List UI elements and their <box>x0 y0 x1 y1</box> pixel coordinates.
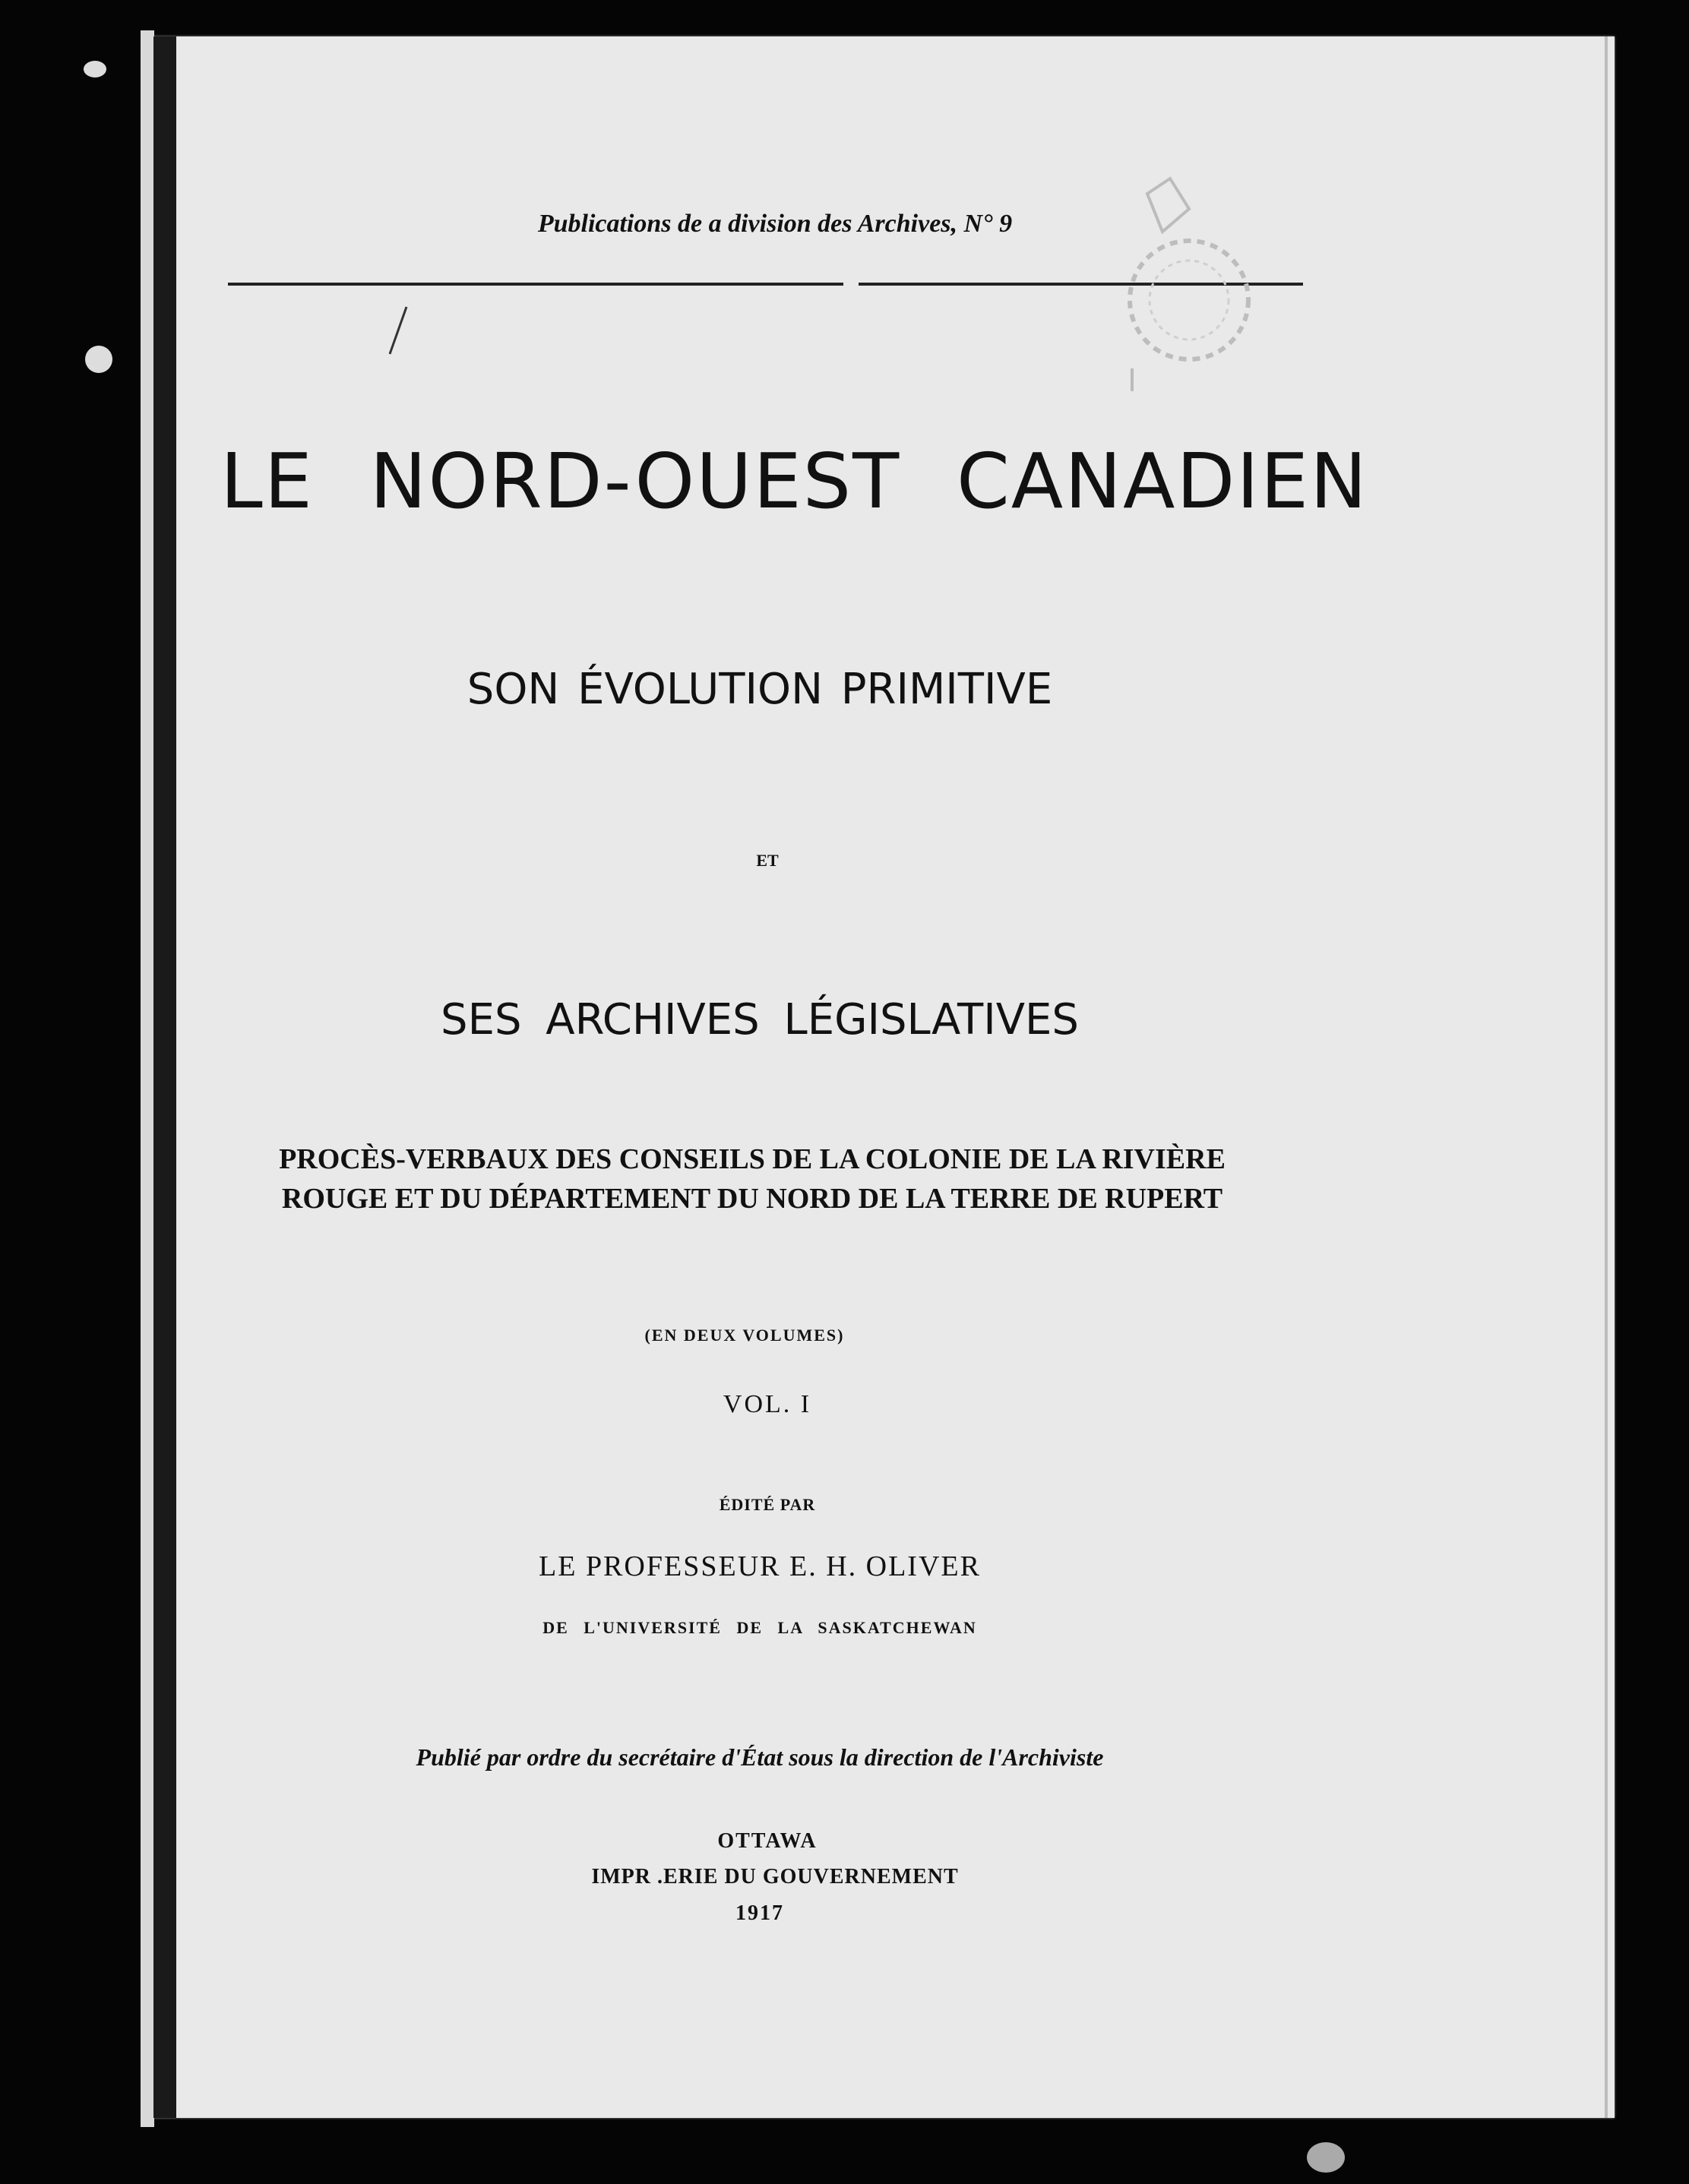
conjunction-et: ET <box>756 851 779 870</box>
subtitle-archives: SES ARCHIVES LÉGISLATIVES <box>441 995 1079 1045</box>
proces-verbaux-description: PROCÈS-VERBAUX DES CONSEILS DE LA COLONIE DE LA RIVIÈRE ROUGE ET DU DÉPARTEMENT DU NORD DE LA TERRE DE RUPERT <box>279 1143 1226 1215</box>
scan-speck <box>85 346 112 373</box>
edited-by-label: ÉDITÉ PAR <box>719 1495 816 1514</box>
volumes-note: (EN DEUX VOLUMES) <box>644 1326 845 1345</box>
book-title-page <box>152 36 1615 2118</box>
scan-speck <box>84 61 106 77</box>
editor-affiliation: DE L'UNIVERSITÉ DE LA SASKATCHEWAN <box>542 1618 977 1637</box>
header-rule-left <box>228 283 843 286</box>
binding-edge <box>141 30 154 2127</box>
pencil-mark-icon <box>384 304 414 357</box>
publisher-press: IMPR .ERIE DU GOUVERNEMENT <box>591 1865 959 1888</box>
library-stamp-icon <box>1117 163 1269 391</box>
binding-shadow <box>153 36 176 2118</box>
series-line: Publications de a division des Archives, N° 9 <box>537 210 1013 238</box>
page-right-edge <box>1605 36 1608 2118</box>
subtitle: SON ÉVOLUTION PRIMITIVE <box>467 665 1053 714</box>
published-by-line: Publié par ordre du secrétaire d'État sous la direction de l'Archiviste <box>416 1743 1104 1771</box>
volume-number: VOL. I <box>723 1390 812 1418</box>
publication-year: 1917 <box>735 1901 784 1925</box>
scan-speck <box>1307 2142 1345 2173</box>
main-title: LE NORD-OUEST CANADIEN <box>220 437 1368 526</box>
publisher-city: OTTAWA <box>717 1829 818 1853</box>
editor-name: LE PROFESSEUR E. H. OLIVER <box>539 1550 981 1582</box>
